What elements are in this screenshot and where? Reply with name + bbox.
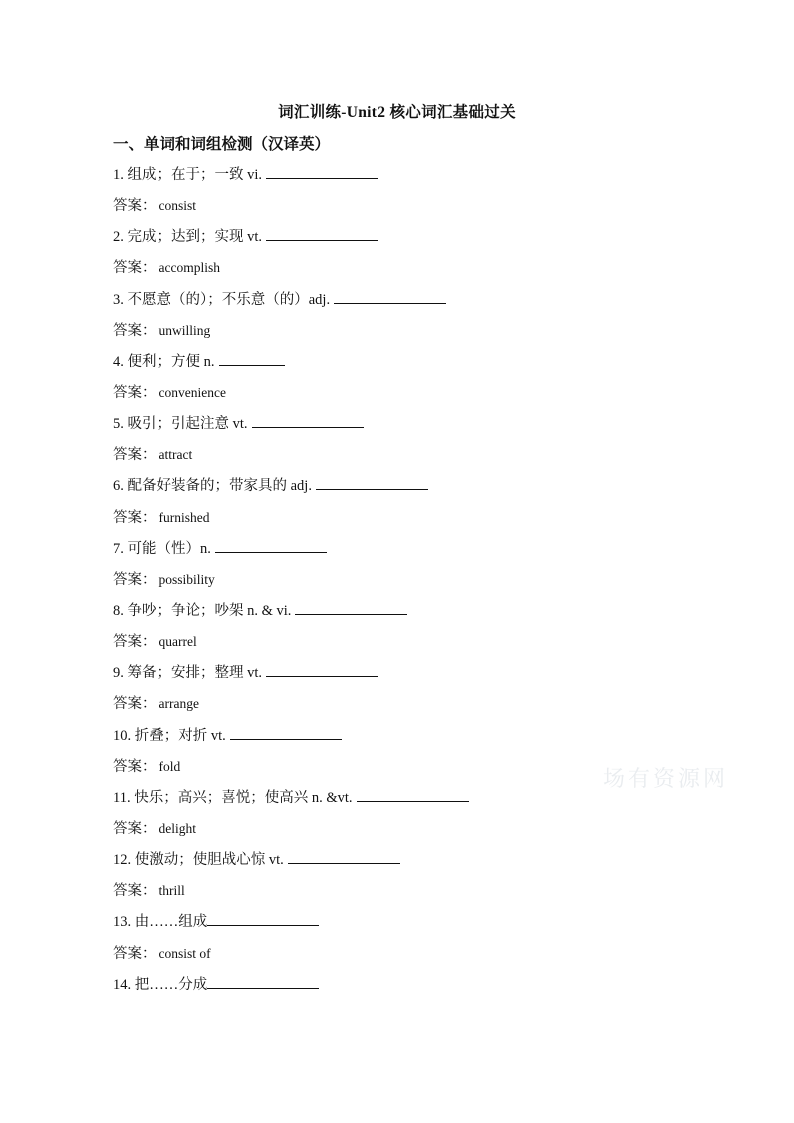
question-row <box>113 163 713 194</box>
answer-label: 答案： <box>113 758 157 775</box>
answer-blank <box>266 226 378 241</box>
question-row <box>113 910 713 941</box>
answer-label: 答案： <box>113 696 157 713</box>
question-text: 6. 配备好装备的；带家具的 adj. <box>113 478 312 495</box>
question-text: 14. 把……分成 <box>113 976 208 993</box>
answer-row <box>113 443 713 474</box>
answer-label: 答案： <box>113 571 157 588</box>
answer-blank <box>230 725 342 740</box>
question-row <box>113 537 713 568</box>
answer-text: quarrel <box>158 634 197 650</box>
answer-text: thrill <box>158 883 185 899</box>
question-text: 3. 不愿意（的）；不乐意（的）adj. <box>113 291 331 308</box>
question-row <box>113 724 713 755</box>
page-title: 词汇训练-Unit2 核心词汇基础过关 <box>278 104 516 121</box>
question-text: 9. 筹备；安排；整理 vt. <box>113 665 263 682</box>
question-row <box>113 350 713 381</box>
answer-label: 答案： <box>113 260 157 277</box>
answer-label: 答案： <box>113 447 157 464</box>
answer-row <box>113 692 713 723</box>
answer-blank <box>357 787 469 802</box>
answer-row <box>113 194 713 225</box>
question-text: 1. 组成；在于；一致 vi. <box>113 167 263 183</box>
section-heading: 一、单词和词组检测（汉译英） <box>113 136 331 153</box>
answer-text: possibility <box>158 571 215 587</box>
question-row <box>113 288 713 319</box>
question-text: 11. 快乐；高兴；喜悦；使高兴 n. &vt. <box>113 789 353 806</box>
answer-text: unwilling <box>158 322 211 338</box>
answer-row <box>113 942 713 973</box>
question-text: 10. 折叠；对折 vt. <box>113 727 226 744</box>
answer-text: furnished <box>158 509 210 525</box>
question-row <box>113 474 713 505</box>
watermark: 场有资源网 <box>603 767 729 792</box>
answer-row <box>113 256 713 287</box>
question-text: 4. 便利；方便 n. <box>113 353 215 370</box>
question-row <box>113 599 713 630</box>
answer-text: convenience <box>158 384 226 400</box>
answer-label: 答案： <box>113 883 157 900</box>
question-row <box>113 973 713 1004</box>
answer-blank <box>252 413 364 428</box>
answer-text: consist <box>158 198 197 214</box>
answer-text: attract <box>158 447 193 463</box>
question-text: 8. 争吵；争论；吵架 n. & vi. <box>113 602 292 619</box>
answer-blank <box>207 911 319 926</box>
question-list <box>113 163 713 1004</box>
answer-blank <box>295 600 407 615</box>
answer-label: 答案： <box>113 509 157 526</box>
question-text: 5. 吸引；引起注意 vt. <box>113 416 248 433</box>
answer-row <box>113 319 713 350</box>
answer-row <box>113 568 713 599</box>
answer-blank <box>219 351 285 366</box>
answer-blank <box>334 289 446 304</box>
answer-blank <box>207 974 319 989</box>
answer-blank <box>288 849 400 864</box>
question-text: 12. 使激动；使胆战心惊 vt. <box>113 852 284 869</box>
answer-row <box>113 506 713 537</box>
answer-blank <box>266 164 378 179</box>
answer-text: fold <box>158 758 181 774</box>
question-text: 13. 由……组成 <box>113 914 208 931</box>
answer-row <box>113 817 713 848</box>
answer-blank <box>266 662 378 677</box>
answer-text: accomplish <box>158 260 220 276</box>
question-text: 2. 完成；达到；实现 vt. <box>113 229 263 246</box>
answer-row <box>113 630 713 661</box>
answer-label: 答案： <box>113 820 157 837</box>
answer-text: delight <box>158 820 196 836</box>
answer-text: consist of <box>158 945 211 961</box>
answer-label: 答案： <box>113 634 157 651</box>
answer-label: 答案： <box>113 945 157 962</box>
answer-row <box>113 381 713 412</box>
question-text: 7. 可能（性）n. <box>113 540 211 557</box>
question-row <box>113 848 713 879</box>
question-row <box>113 225 713 256</box>
answer-label: 答案： <box>113 384 157 401</box>
answer-text: arrange <box>158 696 199 712</box>
answer-blank <box>215 538 327 553</box>
answer-blank <box>316 475 428 490</box>
answer-row <box>113 879 713 910</box>
question-row <box>113 661 713 692</box>
question-row <box>113 412 713 443</box>
answer-label: 答案： <box>113 322 157 339</box>
answer-label: 答案： <box>113 198 157 215</box>
